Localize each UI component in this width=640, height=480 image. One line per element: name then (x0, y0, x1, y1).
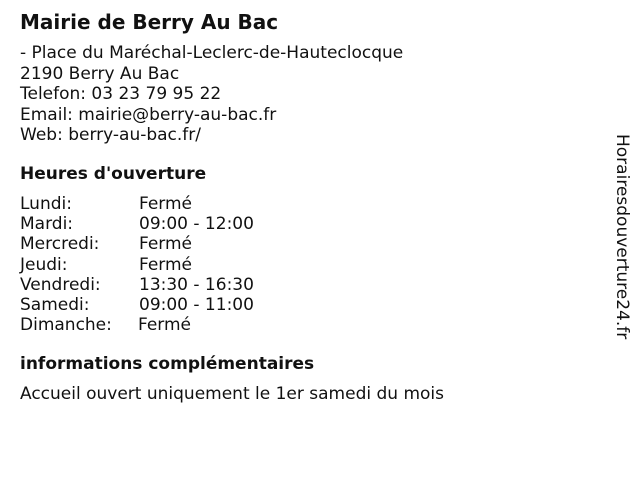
day-label: Mercredi: (20, 234, 100, 255)
hours-value: 09:00 - 11:00 (139, 294, 254, 315)
hours-value: Fermé (139, 254, 193, 275)
day-label: Jeudi: (20, 254, 68, 275)
street-address: - Place du Maréchal-Leclerc-de-Hauteclocque (20, 43, 404, 63)
site-watermark: Horairesdouverture24.fr (612, 134, 632, 340)
hours-value: Fermé (139, 194, 193, 214)
hours-value: Fermé (138, 315, 192, 336)
info-text: Accueil ouvert uniquement le 1er samedi du mois (20, 384, 444, 404)
day-label: Dimanche: (20, 315, 112, 336)
hours-heading: Heures d'ouverture (20, 164, 207, 184)
day-label: Samedi: (20, 294, 90, 315)
hours-value: 09:00 - 12:00 (139, 214, 254, 235)
email-address: Email: mairie@berry-au-bac.fr (20, 104, 277, 125)
page-title: Mairie de Berry Au Bac (20, 10, 279, 34)
address-block (20, 43, 403, 146)
hours-value: 13:30 - 16:30 (139, 274, 254, 295)
day-label: Mardi: (20, 214, 74, 235)
city-address: 2190 Berry Au Bac (20, 63, 180, 84)
phone-number: Telefon: 03 23 79 95 22 (20, 84, 222, 104)
day-label: Lundi: (20, 194, 72, 214)
website: Web: berry-au-bac.fr/ (20, 125, 202, 145)
day-label: Vendredi: (20, 274, 101, 295)
hours-value: Fermé (139, 234, 193, 255)
info-heading: informations complémentaires (20, 354, 315, 374)
